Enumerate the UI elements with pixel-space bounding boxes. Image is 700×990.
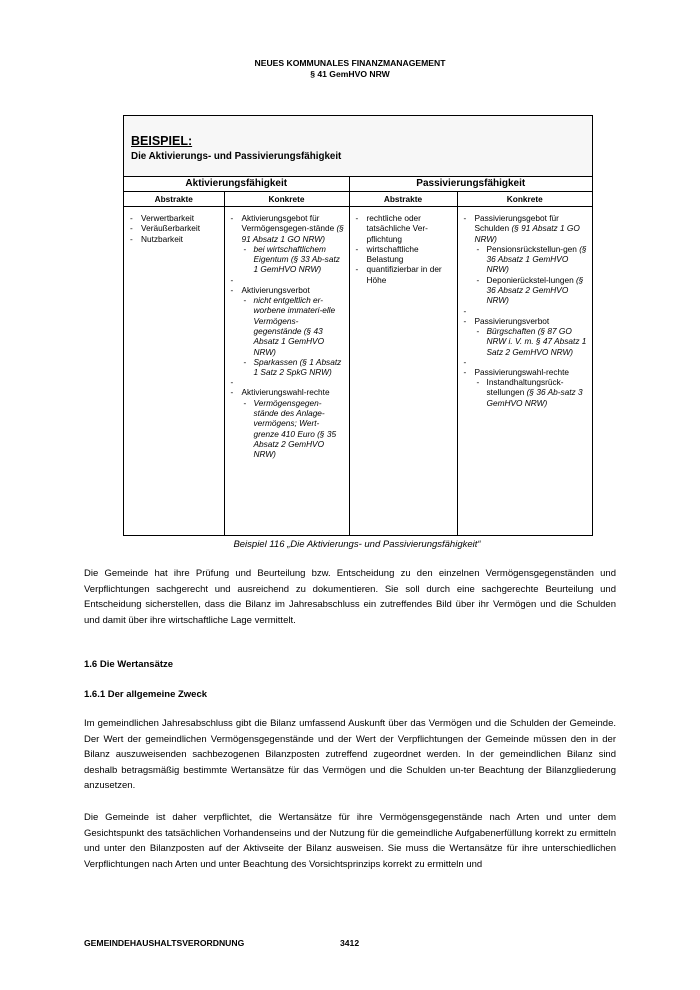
deponierueckstellungen-ref: (§ 36 Absatz 2 GemHVO NRW) (486, 274, 584, 306)
example-label: BEISPIEL: (131, 134, 193, 148)
sub-header-konkrete-passiv: Konkrete (457, 192, 592, 207)
list-item: - Veräußerbarkeit (128, 223, 220, 233)
list-item (462, 213, 589, 306)
passivierungswahlrechte-text: Passivierungswahl-rechte (474, 366, 570, 377)
spacer (462, 357, 589, 367)
cell-passiv-abstrakt (349, 207, 457, 536)
list-item (462, 316, 589, 357)
heading-1-6: 1.6 Die Wertansätze (84, 659, 174, 670)
sub-header-abstrakte-passiv: Abstrakte (349, 192, 457, 207)
list-item: - Verwertbarkeit (128, 213, 220, 223)
passivierungsgebot-text: Passivierungsgebot für Schulden (474, 213, 559, 234)
cell-aktiv-abstrakt (124, 207, 224, 536)
pensionsrueckstellungen-ref: (§ 36 Absatz 1 GemHVO NRW) (486, 243, 587, 275)
instandhaltung-ref: (§ 36 Ab-satz 3 GemHVO NRW) (486, 387, 583, 408)
list-item (475, 244, 589, 275)
list-item (475, 377, 589, 408)
header-line-2: § 41 GemHVO NRW (310, 69, 390, 79)
page-header (0, 58, 700, 80)
col-group-passivierung: Passivierungsfähigkeit (349, 177, 592, 192)
cell-aktiv-konkret (224, 207, 349, 536)
list-item (229, 213, 345, 275)
list-item (229, 387, 345, 459)
example-table (124, 177, 592, 535)
passivierungsverbot-text: Passivierungsverbot (474, 315, 550, 326)
list-item (462, 367, 589, 408)
paragraph-3: Die Gemeinde ist daher verpflichtet, die Wertansätze für ihre Vermögensgegenstände nach Arten und unter dem Gesichtspunkt des tatsächlichen Vorhandenseins und der Nutzung für die gemeindliche Aufgabenerfüllung korrekt zu ermitteln und unter den Bilanzposten auf der Aktivseite der Bilanz ausweisen. Sie muss die Wertansätze für ihre unterschiedlichen Verpflichtungen nach Arten und unter Beachtung des Vorsichtsprinzips korrekt zu ermitteln und (84, 812, 616, 870)
example-subtitle: Die Aktivierungs- und Passivierungsfähigkeit (131, 151, 342, 162)
spacer (229, 377, 345, 387)
list-item: - Sparkassen (§ 1 Absatz 1 Satz 2 SpkG NRW) (242, 357, 345, 378)
list-item: - Bürgschaften (§ 87 GO NRW i. V. m. § 47 Absatz 1 Satz 2 GemHVO NRW) (475, 326, 589, 357)
passivierungsgebot-ref: (§ 91 Absatz 1 GO NRW) (474, 223, 580, 244)
header-line-1: NEUES KOMMUNALES FINANZMANAGEMENT (254, 58, 446, 68)
spacer (462, 306, 589, 316)
sub-header-konkrete-aktiv: Konkrete (224, 192, 349, 207)
list-item: - nicht entgeltlich er-worbene immateri-elle Vermögens-gegenstände (§ 43 Absatz 1 GemHVO NRW) (242, 295, 345, 357)
heading-1-6-1: 1.6.1 Der allgemeine Zweck (84, 689, 208, 700)
list-item: - quantifizierbar in der Höhe (354, 264, 453, 285)
footer-title: GEMEINDEHAUSHALTSVERORDNUNG (84, 938, 245, 948)
list-item: - Nutzbarkeit (128, 234, 220, 244)
deponierueckstellungen-text: Deponierückstel-lungen (486, 274, 574, 285)
example-header (124, 116, 592, 177)
instandhaltung-text: Instandhaltungsrück-stellungen (486, 377, 564, 398)
page-number: 3412 (340, 938, 360, 948)
paragraph-2: Im gemeindlichen Jahresabschluss gibt die Bilanz umfassend Auskunft über das Vermögen und die Schulden der Gemeinde. Der Wert der gemeindlichen Vermögensgegenstände und der Wert der Verpflichtungen der Gemeinde müssen den in der Bilanz auszuweisenden sachbezogenen Bilanzposten zutreffend zugeordnet werden. In der gemeindlichen Bilanz sind deshalb betragsmäßig bestimmte Wertansätze für das Vermögen und die Schulden un-ter Beachtung der Bilanzgliederung anzusetzen. (84, 718, 616, 792)
list-item (229, 285, 345, 378)
spacer (229, 275, 345, 285)
pensionsrueckstellungen-text: Pensionsrückstellun-gen (486, 243, 577, 254)
aktivierungsgebot-ref: (§ 91 Absatz 1 GO NRW) (241, 223, 344, 244)
aktivierungsverbot-text: Aktivierungsverbot (241, 284, 310, 295)
list-item: - bei wirtschaftlichem Eigentum (§ 33 Ab-satz 1 GemHVO NRW) (242, 244, 345, 275)
col-group-aktivierung: Aktivierungsfähigkeit (124, 177, 349, 192)
list-item: - rechtliche oder tatsächliche Ver-pflichtung (354, 213, 453, 244)
aktivierungswahlrechte-text: Aktivierungswahl-rechte (241, 387, 330, 398)
example-box (123, 115, 593, 536)
cell-passiv-konkret (457, 207, 592, 536)
list-item (475, 275, 589, 306)
paragraph-1: Die Gemeinde hat ihre Prüfung und Beurteilung bzw. Entscheidung zu den einzelnen Vermögensgegenständen und Verpflichtungen sachgerecht und ausreichend zu dokumentieren. Sie soll durch eine sachgerechte Beurteilung und Entscheidung sicherstellen, dass die Bilanz im Jahresabschluss ein zutreffendes Bild über ihr Vermögen und die Schulden und damit über ihre wirtschaftliche Lage vermittelt. (84, 568, 616, 626)
list-item: - wirtschaftliche Belastung (354, 244, 453, 265)
sub-header-abstrakte-aktiv: Abstrakte (124, 192, 224, 207)
aktivierungsgebot-text: Aktivierungsgebot für Vermögensgegen-stände (241, 213, 335, 234)
example-caption: Beispiel 116 „Die Aktivierungs- und Passivierungsfähigkeit“ (233, 539, 481, 550)
list-item: - Vermögensgegen-stände des Anlage-vermögens; Wert-grenze 410 Euro (§ 35 Absatz 2 GemHVO NRW) (242, 398, 345, 460)
